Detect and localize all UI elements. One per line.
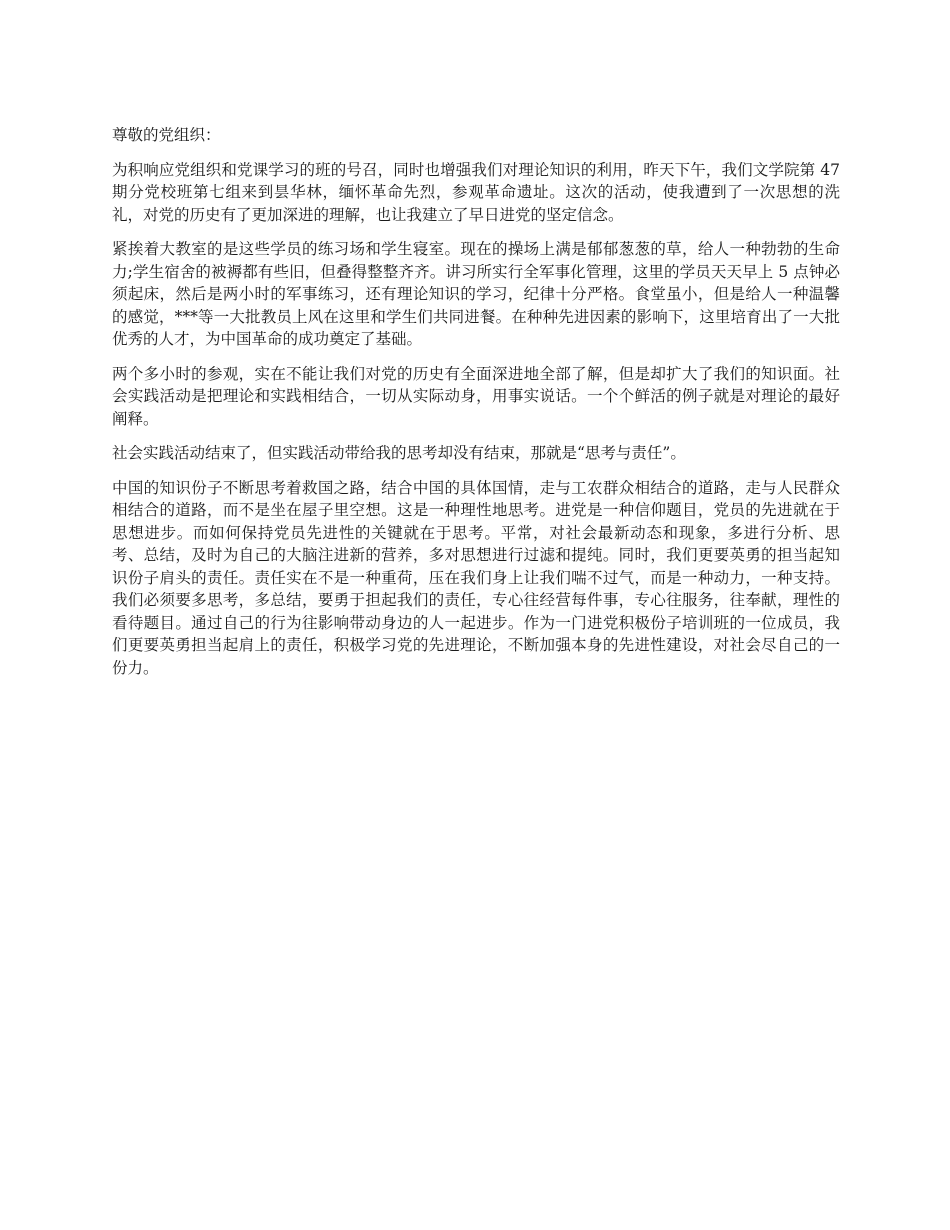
salutation: 尊敬的党组织： xyxy=(112,126,221,144)
paragraph-1: 为积响应党组织和党课学习的班的号召，同时也增强我们对理论知识的利用，昨天下午，我们文学院第 47 期分党校班第七组来到昙华林，缅怀革命先烈，参观革命遗址。这次的活动，使我遭到了一次思想的洗礼，对党的历史有了更加深进的理解，也让我建立了早日进党的坚定信念。 xyxy=(112,160,840,224)
paragraph-4: 社会实践活动结束了，但实践活动带给我的思考却没有结束，那就是“思考与责任”。 xyxy=(112,444,686,462)
paragraph-2: 紧挨着大教室的是这些学员的练习场和学生寝室。现在的操场上满是郁郁葱葱的草，给人一种勃勃的生命力;学生宿舍的被褥都有些旧，但叠得整整齐齐。讲习所实行全军事化管理，这里的学员天天早上 5 点钟必须起床，然后是两小时的军事练习，还有理论知识的学习，纪律十分严格。食堂虽小，但是给人一种温馨的感觉，***等一大批教员上风在这里和学生们共同进餐。在种种先进因素的影响下，这里培育出了一大批优秀的人才，为中国革命的成功奠定了基础。 xyxy=(112,240,840,348)
paragraph-3: 两个多小时的参观，实在不能让我们对党的历史有全面深进地全部了解，但是却扩大了我们的知识面。社会实践活动是把理论和实践相结合，一切从实际动身，用事实说话。一个个鲜活的例子就是对理论的最好阐释。 xyxy=(112,364,840,428)
paragraph-5: 中国的知识份子不断思考着救国之路，结合中国的具体国情，走与工农群众相结合的道路，走与人民群众相结合的道路，而不是坐在屋子里空想。这是一种理性地思考。进党是一种信仰题目，党员的先进就在于思想进步。而如何保持党员先进性的关键就在于思考。平常，对社会最新动态和现象，多进行分析、思考、总结，及时为自己的大脑注进新的营养，多对思想进行过滤和提纯。同时，我们更要英勇的担当起知识份子肩头的责任。责任实在不是一种重荷，压在我们身上让我们喘不过气，而是一种动力，一种支持。我们必须要多思考，多总结，要勇于担起我们的责任，专心往经营每件事，专心往服务，往奉献，理性的看待题目。通过自己的行为往影响带动身边的人一起进步。作为一门进党积极份子培训班的一位成员，我们更要英勇担当起肩上的责任，积极学习党的先进理论，不断加强本身的先进性建设，对社会尽自己的一份力。 xyxy=(112,478,840,677)
letter-body xyxy=(112,124,840,691)
